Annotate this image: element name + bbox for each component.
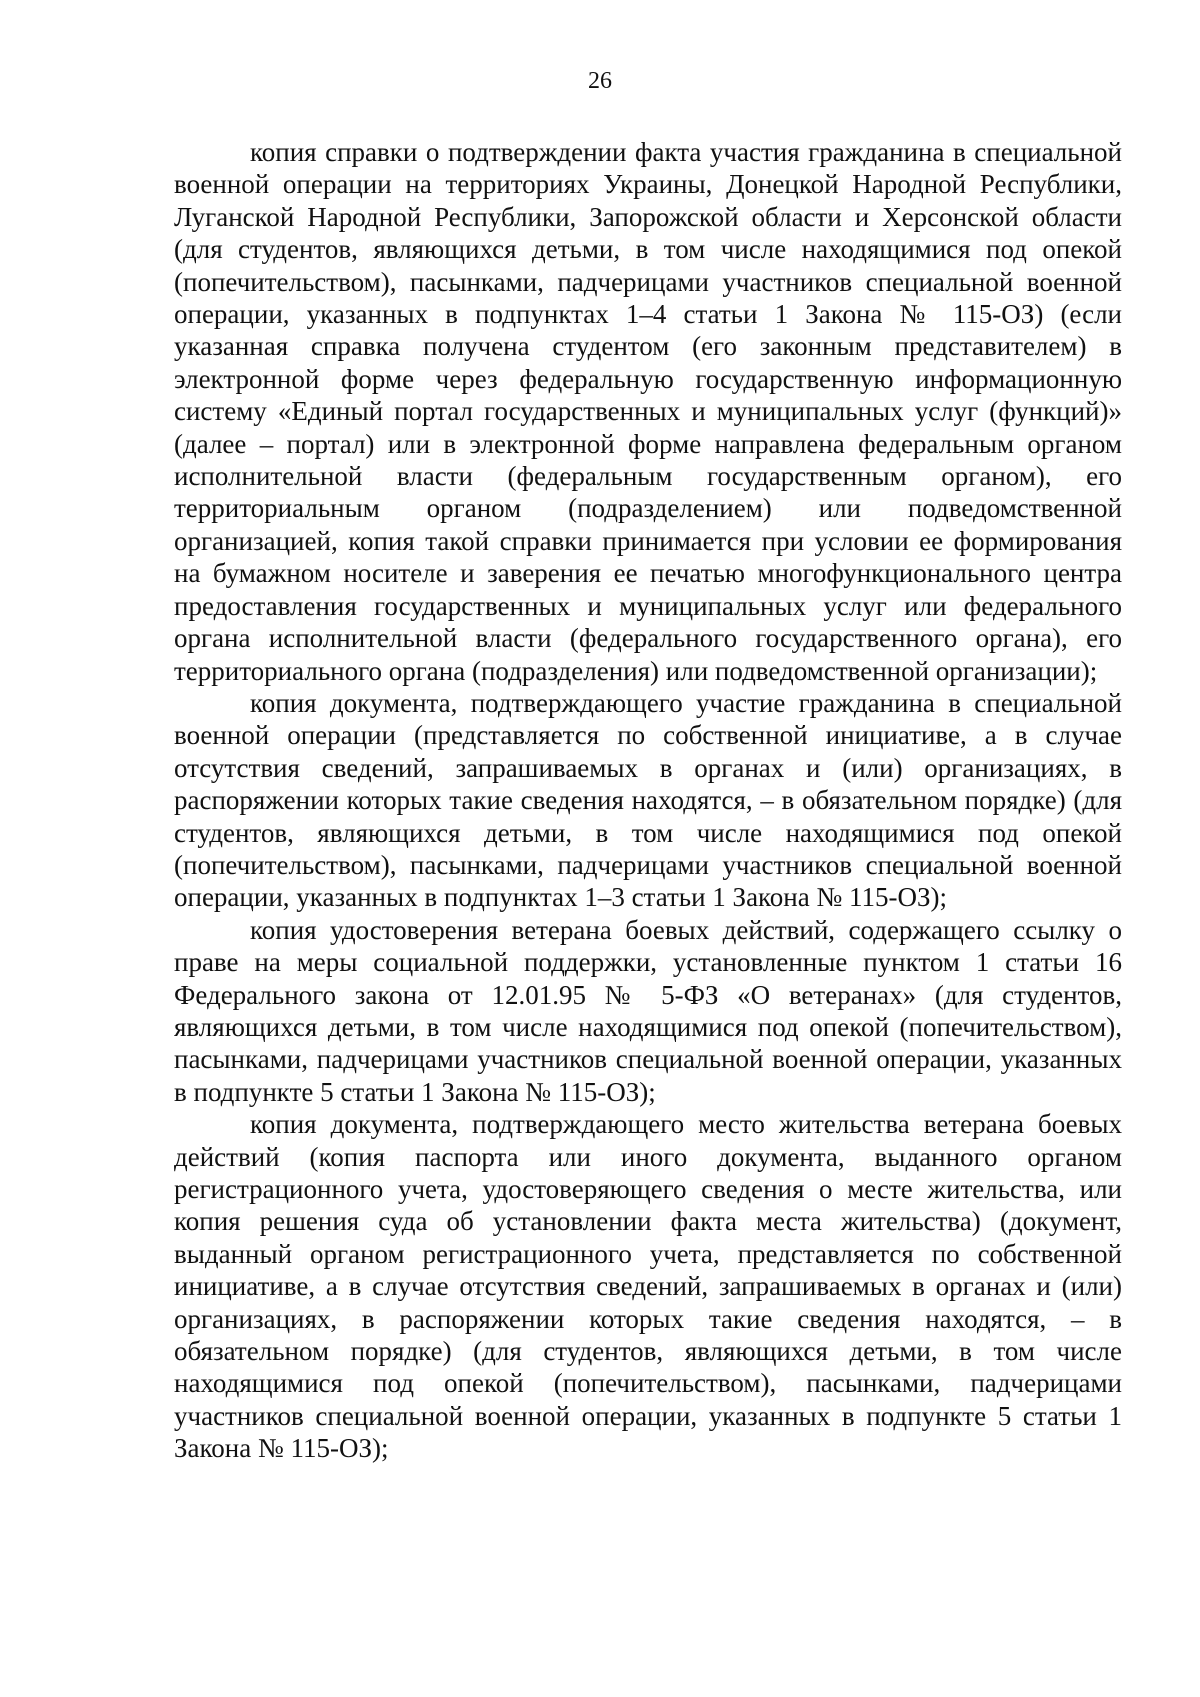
- document-body: [174, 136, 1122, 1465]
- paragraph-veteran-certificate: копия удостоверения ветерана боевых действий, содержащего ссылку о праве на меры социальной поддержки, установленные пунктом 1 статьи 16 Федерального закона от 12.01.95 № 5-ФЗ «О ветеранах» (для студентов, являющихся детьми, в том числе находящимися под опекой (попечительством), пасынками, падчерицами участников специальной военной операции, указанных в подпункте 5 статьи 1 Закона № 115-ОЗ);: [174, 914, 1122, 1107]
- paragraph-document-participation: копия документа, подтверждающего участие гражданина в специальной военной операции (представляется по собственной инициативе, а в случае отсутствия сведений, запрашиваемых в органах и (или) организациях, в распоряжении которых такие сведения находятся, – в обязательном порядке) (для студентов, являющихся детьми, в том числе находящимися под опекой (попечительством), пасынками, падчерицами участников специальной военной операции, указанных в подпунктах 1–3 статьи 1 Закона № 115-ОЗ);: [174, 687, 1122, 913]
- paragraph-certificate-participation: копия справки о подтверждении факта участия гражданина в специальной военной операции на территориях Украины, Донецкой Народной Республики, Луганской Народной Республики, Запорожской области и Херсонской области (для студентов, являющихся детьми, в том числе находящимися под опекой (попечительством), пасынками, падчерицами участников специальной военной операции, указанных в подпунктах 1–4 статьи 1 Закона № 115-ОЗ) (если указанная справка получена студентом (его законным представителем) в электронной форме через федеральную государственную информационную систему «Единый портал государственных и муниципальных услуг (функций)» (далее – портал) или в электронной форме направлена федеральным органом исполнительной власти (федеральным государственным органом), его территориальным органом (подразделением) или подведомственной организацией, копия такой справки принимается при условии ее формирования на бумажном носителе и заверения ее печатью многофункционального центра предоставления государственных и муниципальных услуг или федерального органа исполнительной власти (федерального государственного органа), его территориального органа (подразделения) или подведомственной организации);: [174, 137, 1122, 686]
- page-number: 26: [588, 68, 612, 94]
- paragraph-residence-document: копия документа, подтверждающего место жительства ветерана боевых действий (копия паспорта или иного документа, выданного органом регистрационного учета, удостоверяющего сведения о месте жительства, или копия решения суда об установлении факта места жительства) (документ, выданный органом регистрационного учета, представляется по собственной инициативе, а в случае отсутствия сведений, запрашиваемых в органах и (или) организациях, в распоряжении которых такие сведения находятся, – в обязательном порядке) (для студентов, являющихся детьми, в том числе находящимися под опекой (попечительством), пасынками, падчерицами участников специальной военной операции, указанных в подпункте 5 статьи 1 Закона № 115-ОЗ);: [174, 1109, 1122, 1464]
